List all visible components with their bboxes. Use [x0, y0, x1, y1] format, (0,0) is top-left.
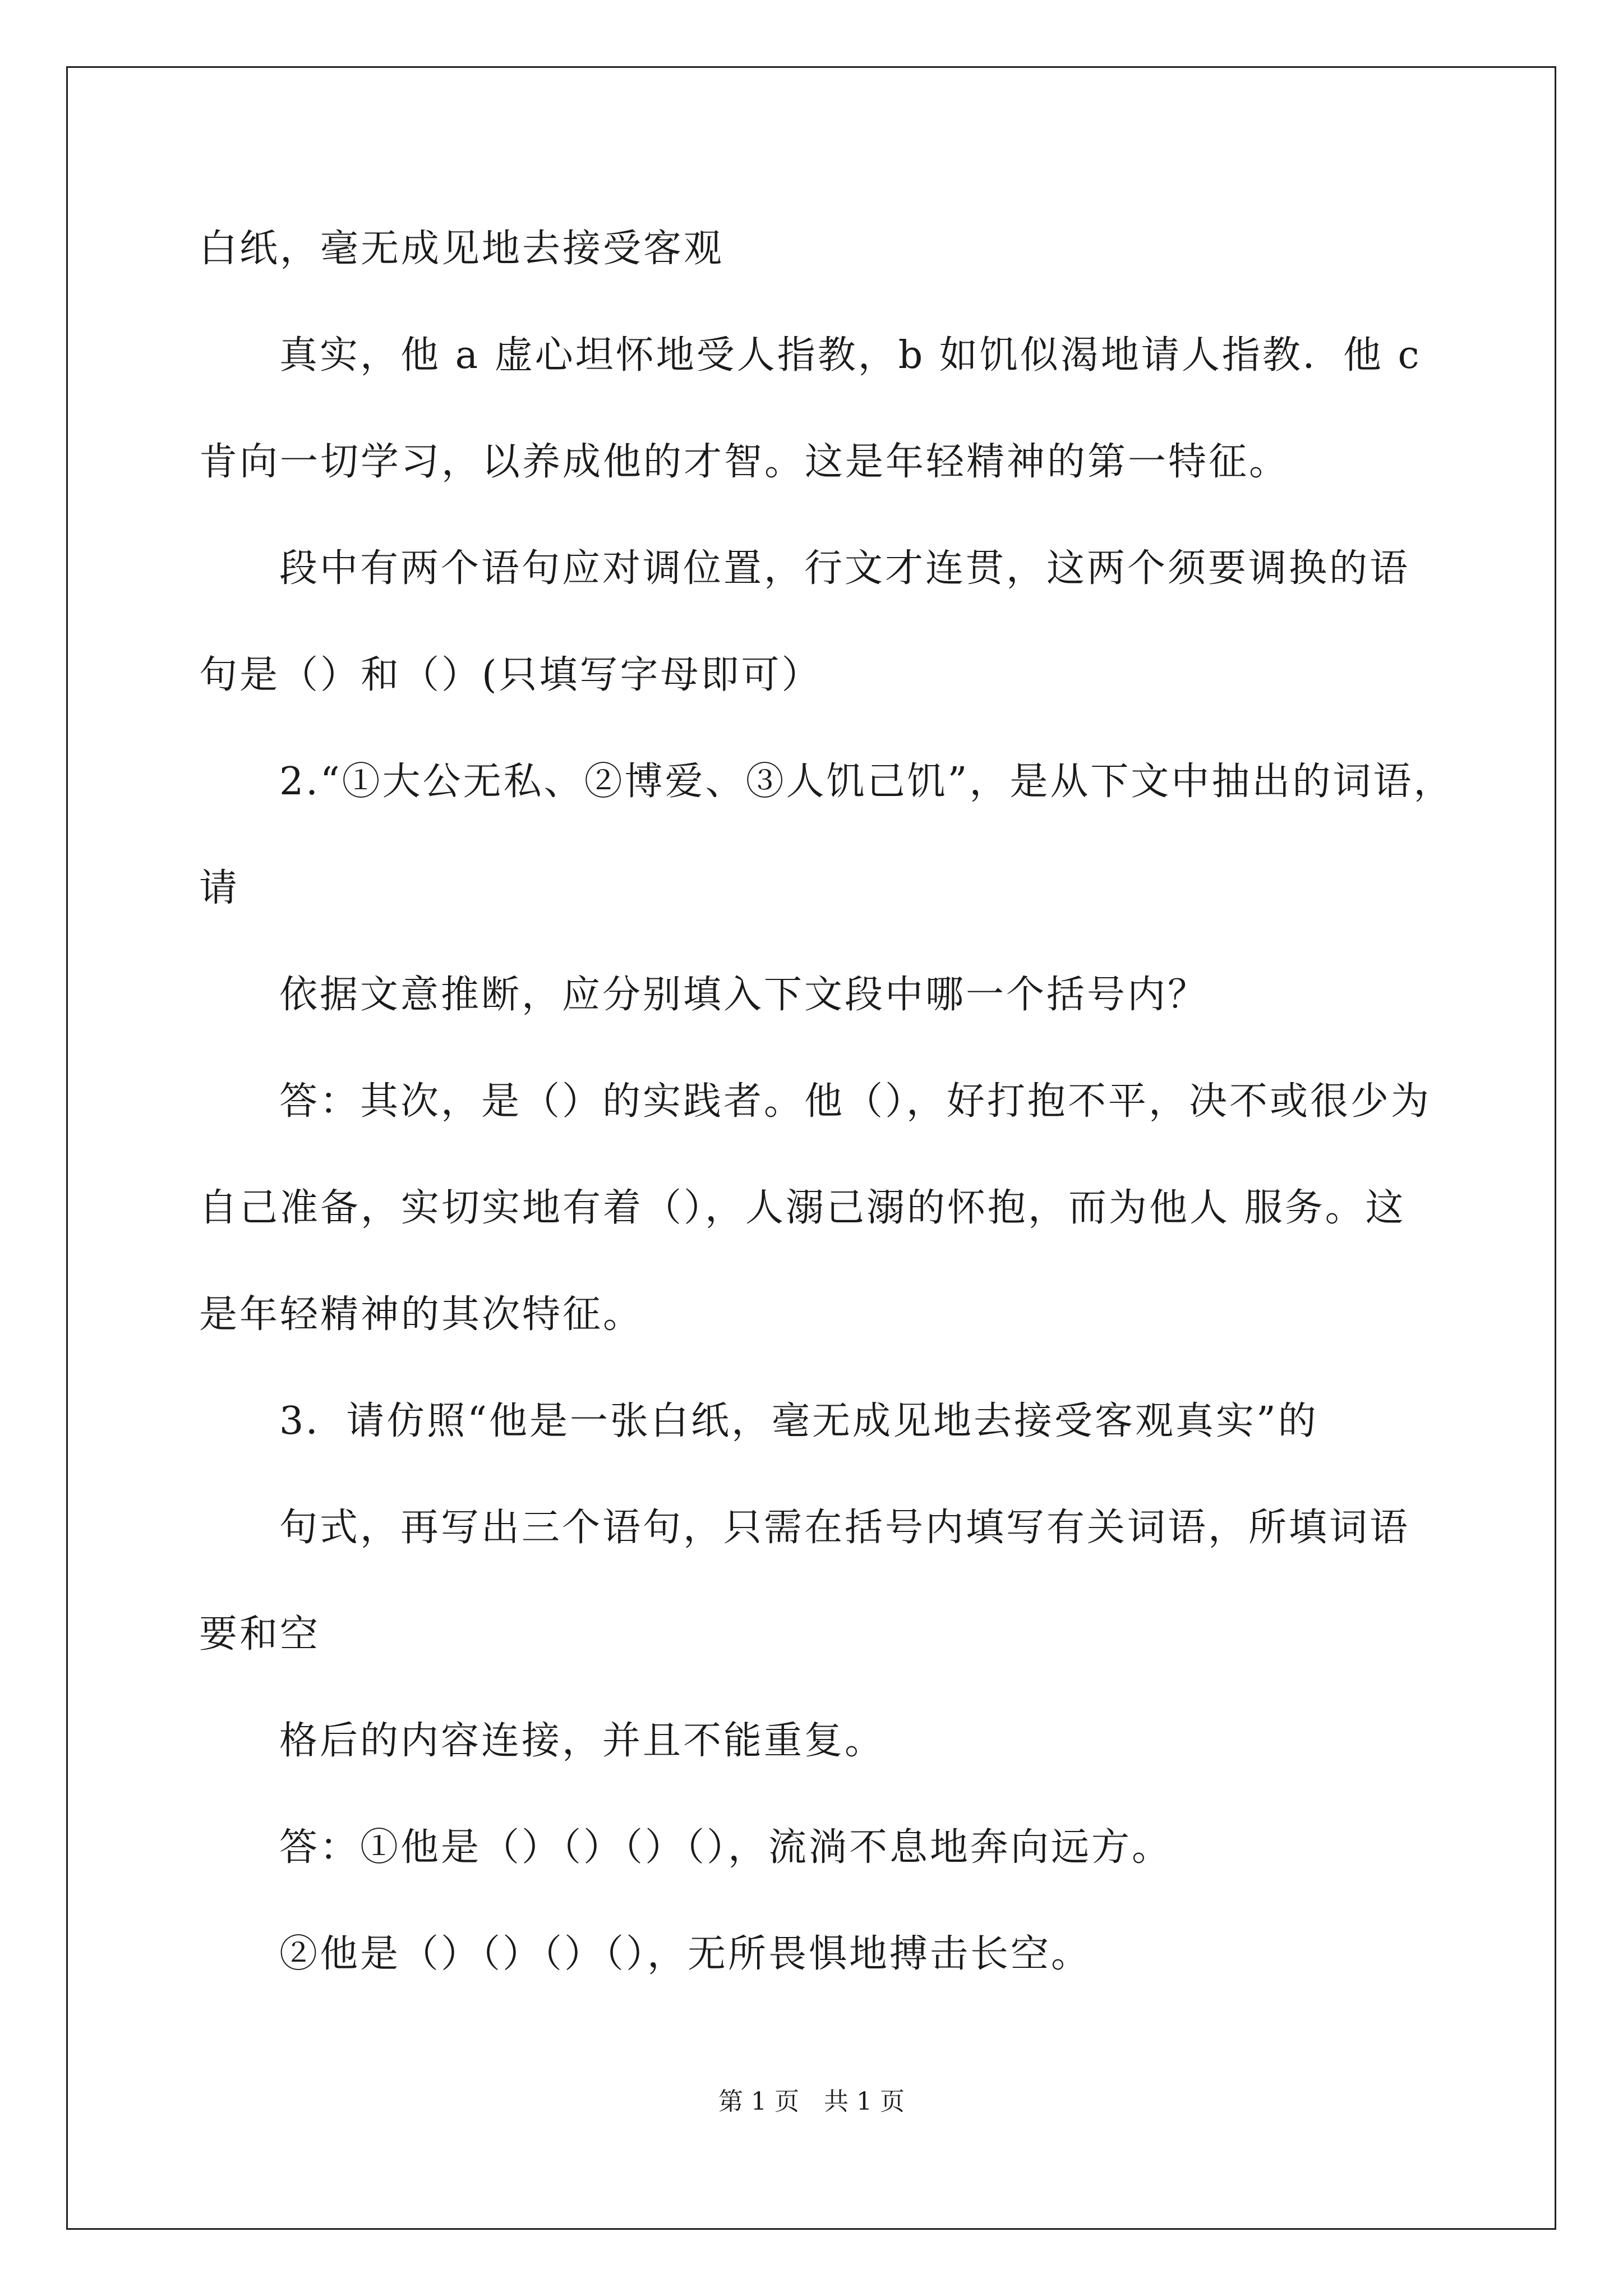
text-line: ②他是（）（）（）（），无所畏惧地搏击长空。	[279, 1932, 1092, 1976]
text-line: 段中有两个语句应对调位置，行文才连贯，这两个须要调换的语	[279, 546, 1410, 591]
text-line: 答：其次，是（）的实践者。他（），好打抱不平，决不或很少为	[279, 1079, 1432, 1124]
page-border	[66, 66, 1556, 2230]
text-line: 自己准备，实切实地有着（），人溺己溺的怀抱，而为他人 服务。这	[199, 1186, 1406, 1230]
text-line: 答：①他是（）（）（）（），流淌不息地奔向远方。	[279, 1825, 1173, 1870]
text-line: 格后的内容连接，并且不能重复。	[279, 1719, 886, 1763]
text-line: 请	[199, 866, 240, 910]
text-line: 2.“①大公无私、②博爱、③人饥己饥”，是从下文中抽出的词语，	[279, 760, 1454, 804]
text-line: 要和空	[199, 1612, 321, 1657]
text-line: 3．请仿照“他是一张白纸，毫无成见地去接受客观真实”的	[279, 1399, 1318, 1443]
page-number-footer: 第 1 页 共 1 页	[718, 2087, 905, 2116]
text-line: 肯向一切学习，以养成他的才智。这是年轻精神的第一特征。	[199, 440, 1290, 484]
text-line: 依据文意推断，应分别填入下文段中哪一个括号内？	[279, 973, 1209, 1017]
text-line: 是年轻精神的其次特征。	[199, 1292, 644, 1337]
text-line: 真实，他 a 虚心坦怀地受人指教，b 如饥似渴地请人指教．他 c	[279, 333, 1422, 378]
text-line: 句式，再写出三个语句，只需在括号内填写有关词语，所填词语	[279, 1506, 1410, 1550]
text-line: 句是（）和（）(只填写字母即可）	[199, 653, 822, 697]
text-line: 白纸，毫无成见地去接受客观	[199, 227, 725, 271]
